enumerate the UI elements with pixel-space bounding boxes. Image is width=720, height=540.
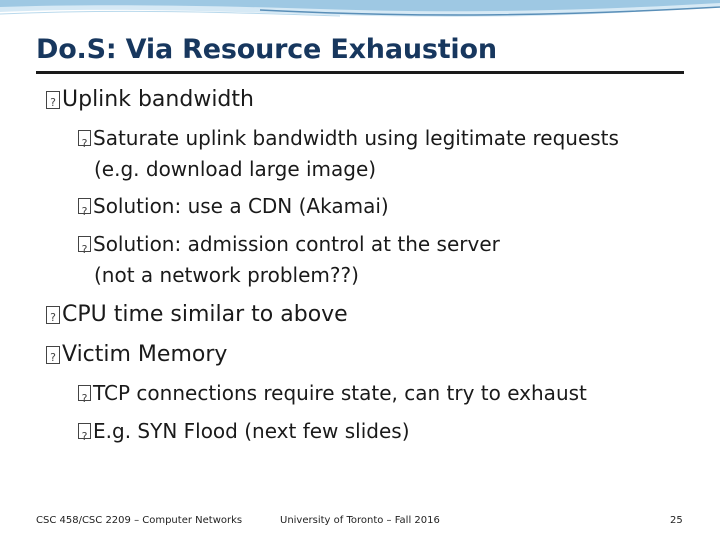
bullet-text: (not a network problem??) xyxy=(94,263,359,287)
subbullet-saturate xyxy=(78,123,619,154)
slide-title: Do.S: Via Resource Exhaustion xyxy=(36,34,497,65)
bullet-text: E.g. SYN Flood (next few slides) xyxy=(93,419,410,443)
bullet-victim-memory xyxy=(46,341,227,369)
subbullet-cdn-solution xyxy=(78,191,389,222)
footer-university: University of Toronto – Fall 2016 xyxy=(280,515,440,526)
missing-glyph-icon xyxy=(78,130,91,146)
bullet-text: Saturate uplink bandwidth using legitimate requests xyxy=(93,126,619,150)
footer-course: CSC 458/CSC 2209 – Computer Networks xyxy=(36,515,243,526)
missing-glyph-icon xyxy=(78,423,91,439)
bullet-text: CPU time similar to above xyxy=(62,302,348,327)
missing-glyph-icon xyxy=(78,385,91,401)
bullet-cpu-time xyxy=(46,301,348,329)
subbullet-syn-flood xyxy=(78,416,410,447)
missing-glyph-icon xyxy=(78,198,91,214)
bullet-text: Solution: use a CDN (Akamai) xyxy=(93,194,389,218)
title-underline xyxy=(36,71,684,74)
missing-glyph-icon xyxy=(46,306,60,324)
bullet-uplink-bandwidth xyxy=(46,86,254,114)
decorative-banner xyxy=(0,0,720,26)
bullet-text: TCP connections require state, can try to exhaust xyxy=(93,381,587,405)
bullet-text: (e.g. download large image) xyxy=(94,157,377,181)
bullet-text: Solution: admission control at the server xyxy=(93,232,500,256)
subbullet-saturate-continuation xyxy=(94,154,376,185)
subbullet-tcp-state xyxy=(78,378,587,409)
bullet-text: Victim Memory xyxy=(62,342,228,367)
subbullet-admission-control xyxy=(78,229,500,260)
missing-glyph-icon xyxy=(46,346,60,364)
missing-glyph-icon xyxy=(78,236,91,252)
footer-page-number: 25 xyxy=(670,515,683,526)
missing-glyph-icon xyxy=(46,91,60,109)
bullet-text: Uplink bandwidth xyxy=(62,87,254,112)
subbullet-admission-control-continuation xyxy=(94,260,359,291)
